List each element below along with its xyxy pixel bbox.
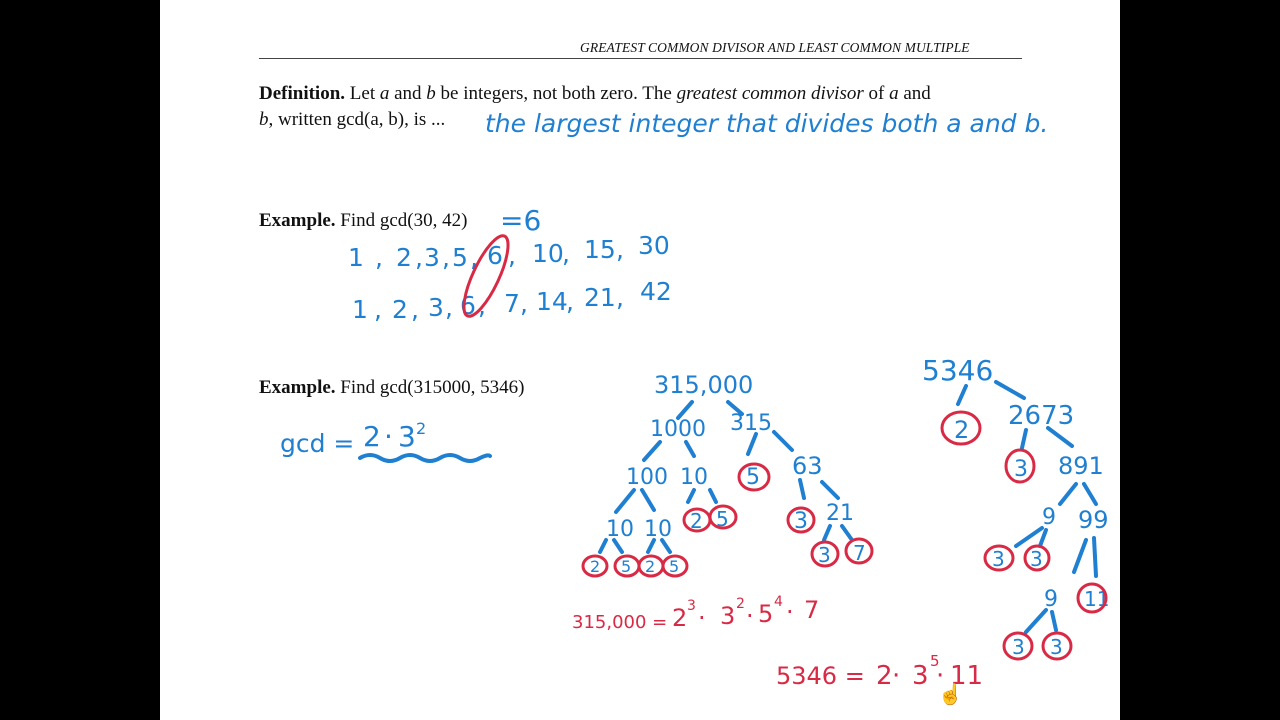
divisor: 5 [452,243,468,272]
lecture-slide [160,0,1120,720]
tree-node: 63 [792,452,823,480]
definition-term: greatest common divisor [676,83,864,104]
tree-node: 5 [716,507,729,531]
tree-node: 7 [853,541,866,565]
tree-node: 10 [680,465,708,490]
var-a: a [889,83,899,104]
factor-tree-2-circles [942,412,1106,659]
divisor: 3 [428,293,444,322]
comma: , [470,243,478,272]
factorization-lhs: 5346 = [776,662,865,690]
tree-node: 315 [730,411,772,436]
factor-base: 5 [758,600,774,628]
comma: , [562,239,570,268]
definition-text: , written gcd(a, b), is ... [268,109,446,130]
hand-pointer-icon: ☝ [938,684,963,706]
divisor: 21 [584,283,616,312]
factorization-lhs: 315,000 = [572,612,668,633]
gcd-result-base: 2 [363,420,381,453]
tree-node: 3 [1012,635,1025,659]
underline-squiggle [360,455,490,461]
divisor: 15 [584,235,616,264]
tree-node: 2 [690,509,703,533]
factor-base: 7 [804,596,820,624]
comma: , [508,241,516,270]
factor-dot: · [892,661,901,691]
tree-leaf: 2 [590,557,601,576]
factor-base: 2 [672,604,688,632]
comma: , [478,291,486,320]
tree-node: 3 [1014,457,1028,482]
gcd-result-exponent: 2 [416,419,427,438]
factor-exponent: 4 [774,594,783,610]
var-b: b [259,109,269,130]
var-b: b [426,83,436,104]
factor-exponent: 5 [930,652,940,670]
tree-node: 100 [626,465,668,490]
divisor: 6 [487,241,503,270]
tree-node: 10 [606,517,634,542]
handwritten-annotations [160,0,1120,720]
comma: , [445,293,453,322]
factor-base: 2 [876,661,893,691]
divisor: 30 [638,231,670,260]
divisor: 2 [396,243,412,272]
tree-node: 3 [818,543,831,567]
factor-tree-2 [922,354,1109,659]
divisor: 2 [392,295,408,324]
comma: , [411,295,419,324]
tree-node: 1000 [650,417,706,442]
tree-node: 2 [954,416,970,444]
factor-exponent: 3 [687,598,696,614]
tree-node: 10 [644,517,672,542]
tree-node: 21 [826,501,854,526]
tree-node: 891 [1058,452,1104,480]
tree-node: 5 [746,465,760,490]
tree-node: 3 [794,509,808,534]
divisor: 3 [424,243,440,272]
comma: , [374,295,382,324]
factor-dot: · [936,661,945,691]
definition-text: be integers, not both zero. The [435,83,677,104]
tree-node: 315,000 [654,371,754,399]
definition-label: Definition. [259,83,346,104]
gcd-result-lhs: gcd = [280,429,355,458]
gcd-result-dot: · [384,420,393,453]
tree-node: 3 [992,547,1005,571]
factor-base: 11 [950,661,984,691]
divisor: 1 [352,295,368,324]
comma: , [616,235,624,264]
var-a: a [379,83,390,104]
example-text: Find gcd(315000, 5346) [335,377,525,398]
divisor: 6 [460,291,476,320]
handwritten-answer: =6 [500,204,542,237]
gcd-result-base: 3 [398,420,416,453]
divisor: 7 [504,289,520,318]
factor-dot: · [698,604,706,632]
tree-leaf: 5 [669,557,680,576]
comma: , [520,289,528,318]
factor-exponent: 2 [736,596,745,612]
definition-text: of [863,83,890,104]
factor-base: 3 [912,661,929,691]
running-header: GREATEST COMMON DIVISOR AND LEAST COMMON MULTIPLE [580,40,970,55]
example-text: Find gcd(30, 42) [335,210,468,231]
comma: , [566,287,574,316]
definition-text: and [898,83,931,104]
divisor: 1 [348,243,364,272]
definition-text: Let [345,83,380,104]
tree-node: 5346 [922,354,994,387]
handwritten-definition: the largest integer that divides both a and b. [485,109,1049,138]
tree-leaf: 5 [621,557,632,576]
comma: , [415,243,423,272]
factorization-315000 [572,594,819,633]
tree-node: 9 [1044,587,1058,612]
tree-node: 3 [1030,547,1043,571]
example-label: Example. [259,377,336,398]
gcd-result [280,419,426,458]
tree-node: 99 [1078,506,1109,534]
tree-node: 3 [1050,635,1063,659]
comma: , [375,243,383,272]
divisor: 14 [536,287,568,316]
factor-dot: · [746,602,754,630]
tree-node: 9 [1042,505,1056,530]
divisor: 10 [532,239,564,268]
comma: , [616,283,624,312]
tree-leaf: 2 [645,557,656,576]
tree-node: 2673 [1008,401,1075,431]
tree-node: 11 [1084,587,1110,611]
divisors-42-row [352,277,672,324]
factor-dot: · [786,598,794,626]
definition-text: and [389,83,427,104]
comma: , [442,243,450,272]
example-label: Example. [259,210,336,231]
factor-base: 3 [720,602,736,630]
divisor: 42 [640,277,672,306]
